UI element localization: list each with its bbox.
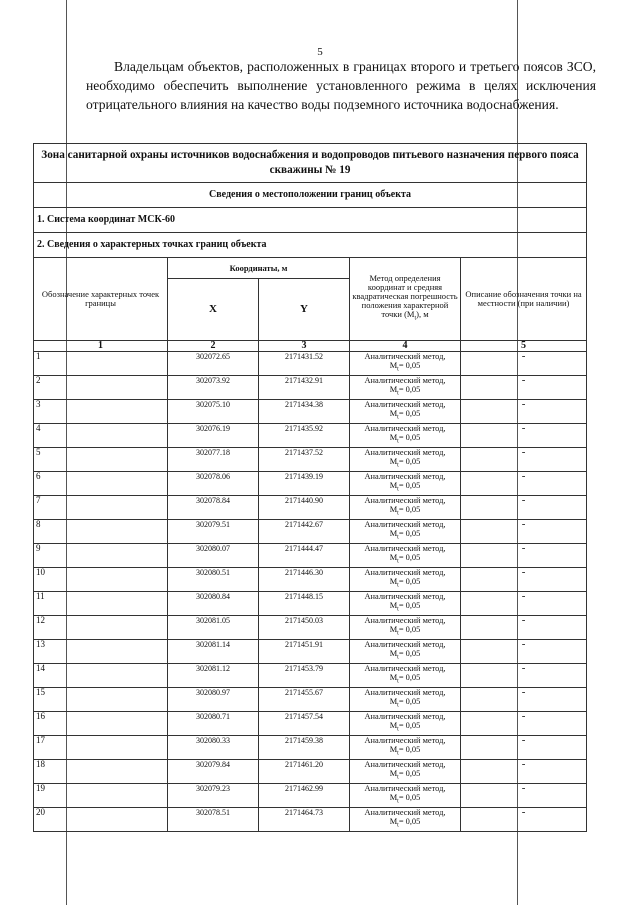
table-row	[34, 568, 587, 592]
point-number: 2	[34, 376, 168, 400]
column-number-5: 5	[461, 341, 587, 352]
method-cell	[350, 640, 461, 664]
method-cell	[350, 544, 461, 568]
coordinate-y: 2171446.30	[259, 568, 350, 592]
coordinate-x: 302080.97	[168, 688, 259, 712]
method-error-sub: t	[397, 678, 399, 685]
point-number: 3	[34, 400, 168, 424]
coordinate-system-row: 1. Система координат МСК-60	[34, 208, 587, 233]
point-description: -	[461, 640, 587, 664]
method-error-sub: t	[397, 510, 399, 517]
method-cell	[350, 520, 461, 544]
point-number: 13	[34, 640, 168, 664]
method-cell	[350, 400, 461, 424]
method-error-sub: t	[397, 654, 399, 661]
column-number-2: 2	[168, 341, 259, 352]
method-error-sub: t	[397, 798, 399, 805]
method-error-value: = 0,05	[398, 433, 421, 442]
table-row	[34, 808, 587, 832]
method-error-sub: t	[397, 606, 399, 613]
method-line-1: Аналитический метод,	[364, 616, 446, 625]
table-row	[34, 736, 587, 760]
coordinate-x: 302072.65	[168, 352, 259, 376]
coordinate-y: 2171451.91	[259, 640, 350, 664]
method-error-sub: t	[397, 558, 399, 565]
method-error-value: = 0,05	[398, 673, 421, 682]
method-error-symbol: M	[389, 721, 398, 730]
method-cell	[350, 568, 461, 592]
point-description: -	[461, 472, 587, 496]
method-line-1: Аналитический метод,	[364, 688, 446, 697]
method-cell	[350, 496, 461, 520]
coordinate-y: 2171464.73	[259, 808, 350, 832]
method-error-value: = 0,05	[398, 721, 421, 730]
column-number-3: 3	[259, 341, 350, 352]
table-row	[34, 688, 587, 712]
table-row	[34, 520, 587, 544]
header-coordinates: Координаты, м	[168, 258, 350, 279]
method-error-sub: t	[397, 390, 399, 397]
table-row	[34, 472, 587, 496]
header-x: X	[168, 279, 259, 341]
method-error-sub: t	[397, 534, 399, 541]
coordinate-x: 302075.10	[168, 400, 259, 424]
coordinate-x: 302080.51	[168, 568, 259, 592]
point-description: -	[461, 496, 587, 520]
method-error-sub: t	[397, 702, 399, 709]
method-error-symbol: M	[389, 361, 398, 370]
coordinate-y: 2171434.38	[259, 400, 350, 424]
method-cell	[350, 736, 461, 760]
page-number: 5	[317, 46, 323, 58]
point-number: 1	[34, 352, 168, 376]
method-error-symbol: M	[389, 577, 398, 586]
point-rows	[34, 352, 587, 832]
method-error-value: = 0,05	[398, 769, 421, 778]
header-method-tail: ), м	[416, 309, 429, 320]
method-line-1: Аналитический метод,	[364, 352, 446, 361]
coordinate-y: 2171442.67	[259, 520, 350, 544]
point-number: 9	[34, 544, 168, 568]
table-title: Зона санитарной охраны источников водоснабжения и водопроводов питьевого назначения первого пояса скважины № 19	[34, 144, 587, 183]
point-description: -	[461, 424, 587, 448]
point-description: -	[461, 712, 587, 736]
coordinate-y: 2171431.52	[259, 352, 350, 376]
table-row	[34, 640, 587, 664]
method-cell	[350, 784, 461, 808]
table-row	[34, 544, 587, 568]
coordinate-y: 2171455.67	[259, 688, 350, 712]
characteristic-points-row: 2. Сведения о характерных точках границ объекта	[34, 233, 587, 258]
method-error-value: = 0,05	[398, 409, 421, 418]
table-row	[34, 400, 587, 424]
intro-paragraph	[86, 57, 596, 114]
method-error-sub: t	[397, 486, 399, 493]
method-error-symbol: M	[389, 625, 398, 634]
method-error-value: = 0,05	[398, 793, 421, 802]
point-number: 15	[34, 688, 168, 712]
method-error-symbol: M	[389, 409, 398, 418]
method-error-sub: t	[397, 582, 399, 589]
table-row	[34, 784, 587, 808]
table-row	[34, 376, 587, 400]
coordinate-y: 2171462.99	[259, 784, 350, 808]
point-description: -	[461, 520, 587, 544]
method-error-value: = 0,05	[398, 481, 421, 490]
intro-text: Владельцам объектов, расположенных в границах второго и третьего поясов ЗСО, необходимо обеспечить выполнение установленного режима в целях исключения отрицательного влияния на качество воды подземного источника водоснабжения.	[86, 59, 596, 112]
method-error-value: = 0,05	[398, 553, 421, 562]
method-error-symbol: M	[389, 649, 398, 658]
method-error-value: = 0,05	[398, 577, 421, 586]
method-line-1: Аналитический метод,	[364, 568, 446, 577]
coordinate-y: 2171450.03	[259, 616, 350, 640]
method-error-symbol: M	[389, 769, 398, 778]
point-number: 16	[34, 712, 168, 736]
header-point-designation: Обозначение характерных точек границы	[34, 258, 168, 341]
method-error-sub: t	[397, 726, 399, 733]
method-error-value: = 0,05	[398, 625, 421, 634]
method-cell	[350, 424, 461, 448]
point-description: -	[461, 448, 587, 472]
method-cell	[350, 472, 461, 496]
point-description: -	[461, 616, 587, 640]
point-description: -	[461, 808, 587, 832]
method-line-1: Аналитический метод,	[364, 376, 446, 385]
method-line-1: Аналитический метод,	[364, 592, 446, 601]
method-line-1: Аналитический метод,	[364, 544, 446, 553]
method-line-1: Аналитический метод,	[364, 664, 446, 673]
point-number: 6	[34, 472, 168, 496]
coordinate-x: 302079.84	[168, 760, 259, 784]
method-line-1: Аналитический метод,	[364, 760, 446, 769]
method-error-symbol: M	[389, 601, 398, 610]
table-row	[34, 592, 587, 616]
point-description: -	[461, 376, 587, 400]
header-method	[350, 258, 461, 341]
point-number: 7	[34, 496, 168, 520]
method-error-sub: t	[397, 822, 399, 829]
point-number: 12	[34, 616, 168, 640]
method-cell	[350, 376, 461, 400]
coordinate-y: 2171435.92	[259, 424, 350, 448]
point-description: -	[461, 352, 587, 376]
point-number: 19	[34, 784, 168, 808]
method-error-symbol: M	[389, 505, 398, 514]
table-row	[34, 664, 587, 688]
method-error-symbol: M	[389, 433, 398, 442]
method-error-symbol: M	[389, 793, 398, 802]
method-cell	[350, 448, 461, 472]
table-row	[34, 760, 587, 784]
method-error-sub: t	[397, 438, 399, 445]
coordinate-x: 302073.92	[168, 376, 259, 400]
method-error-symbol: M	[389, 481, 398, 490]
point-number: 14	[34, 664, 168, 688]
header-y: Y	[259, 279, 350, 341]
coordinate-y: 2171439.19	[259, 472, 350, 496]
method-error-value: = 0,05	[398, 361, 421, 370]
method-cell	[350, 808, 461, 832]
method-line-1: Аналитический метод,	[364, 400, 446, 409]
method-error-sub: t	[397, 630, 399, 637]
table-row	[34, 616, 587, 640]
point-description: -	[461, 760, 587, 784]
point-number: 18	[34, 760, 168, 784]
method-line-1: Аналитический метод,	[364, 808, 446, 817]
header-method-sub: t	[414, 315, 417, 322]
method-cell	[350, 592, 461, 616]
coordinate-y: 2171457.54	[259, 712, 350, 736]
coordinate-x: 302078.51	[168, 808, 259, 832]
method-line-1: Аналитический метод,	[364, 448, 446, 457]
table-row	[34, 424, 587, 448]
method-error-value: = 0,05	[398, 745, 421, 754]
method-error-sub: t	[397, 774, 399, 781]
coordinate-y: 2171459.38	[259, 736, 350, 760]
method-cell	[350, 688, 461, 712]
point-description: -	[461, 568, 587, 592]
coordinate-x: 302077.18	[168, 448, 259, 472]
method-cell	[350, 712, 461, 736]
point-description: -	[461, 664, 587, 688]
point-description: -	[461, 544, 587, 568]
coordinate-x: 302080.71	[168, 712, 259, 736]
method-error-sub: t	[397, 414, 399, 421]
point-description: -	[461, 784, 587, 808]
method-cell	[350, 664, 461, 688]
coordinate-x: 302081.12	[168, 664, 259, 688]
coordinate-x: 302080.84	[168, 592, 259, 616]
method-error-value: = 0,05	[398, 505, 421, 514]
coordinate-x: 302080.33	[168, 736, 259, 760]
point-number: 8	[34, 520, 168, 544]
column-number-1: 1	[34, 341, 168, 352]
point-description: -	[461, 688, 587, 712]
point-number: 5	[34, 448, 168, 472]
method-error-value: = 0,05	[398, 649, 421, 658]
coordinate-x: 302078.84	[168, 496, 259, 520]
coordinate-y: 2171437.52	[259, 448, 350, 472]
method-line-1: Аналитический метод,	[364, 736, 446, 745]
method-error-value: = 0,05	[398, 529, 421, 538]
coordinate-x: 302080.07	[168, 544, 259, 568]
method-cell	[350, 760, 461, 784]
method-error-symbol: M	[389, 697, 398, 706]
method-error-symbol: M	[389, 529, 398, 538]
method-error-sub: t	[397, 462, 399, 469]
table-row	[34, 352, 587, 376]
coordinate-x: 302079.51	[168, 520, 259, 544]
table-row	[34, 448, 587, 472]
boundary-points-table	[33, 143, 587, 832]
coordinate-y: 2171440.90	[259, 496, 350, 520]
point-description: -	[461, 400, 587, 424]
point-number: 20	[34, 808, 168, 832]
column-number-4: 4	[350, 341, 461, 352]
point-number: 10	[34, 568, 168, 592]
coordinate-x: 302081.05	[168, 616, 259, 640]
method-line-1: Аналитический метод,	[364, 496, 446, 505]
table-row	[34, 712, 587, 736]
header-method-text: Метод определения координат и средняя квадратическая погрешность положения характерной точки (M	[352, 273, 458, 320]
method-line-1: Аналитический метод,	[364, 640, 446, 649]
coordinate-y: 2171444.47	[259, 544, 350, 568]
method-error-value: = 0,05	[398, 385, 421, 394]
method-error-value: = 0,05	[398, 817, 421, 826]
coordinate-y: 2171461.20	[259, 760, 350, 784]
method-error-symbol: M	[389, 817, 398, 826]
method-error-symbol: M	[389, 745, 398, 754]
point-number: 11	[34, 592, 168, 616]
method-error-value: = 0,05	[398, 601, 421, 610]
method-cell	[350, 616, 461, 640]
method-line-1: Аналитический метод,	[364, 784, 446, 793]
method-error-value: = 0,05	[398, 697, 421, 706]
method-line-1: Аналитический метод,	[364, 712, 446, 721]
method-error-symbol: M	[389, 457, 398, 466]
method-error-symbol: M	[389, 673, 398, 682]
coordinate-x: 302081.14	[168, 640, 259, 664]
method-error-value: = 0,05	[398, 457, 421, 466]
coordinate-y: 2171453.79	[259, 664, 350, 688]
coordinate-x: 302078.06	[168, 472, 259, 496]
table-subtitle: Сведения о местоположении границ объекта	[34, 183, 587, 208]
point-number: 4	[34, 424, 168, 448]
method-error-sub: t	[397, 366, 399, 373]
point-number: 17	[34, 736, 168, 760]
method-line-1: Аналитический метод,	[364, 472, 446, 481]
point-description: -	[461, 592, 587, 616]
point-description: -	[461, 736, 587, 760]
table-row	[34, 496, 587, 520]
method-error-symbol: M	[389, 385, 398, 394]
coordinate-y: 2171432.91	[259, 376, 350, 400]
coordinate-y: 2171448.15	[259, 592, 350, 616]
method-error-symbol: M	[389, 553, 398, 562]
method-cell	[350, 352, 461, 376]
method-line-1: Аналитический метод,	[364, 424, 446, 433]
method-line-1: Аналитический метод,	[364, 520, 446, 529]
coordinate-x: 302076.19	[168, 424, 259, 448]
header-description: Описание обозначения точки на местности (при наличии)	[461, 258, 587, 341]
method-error-sub: t	[397, 750, 399, 757]
coordinate-x: 302079.23	[168, 784, 259, 808]
